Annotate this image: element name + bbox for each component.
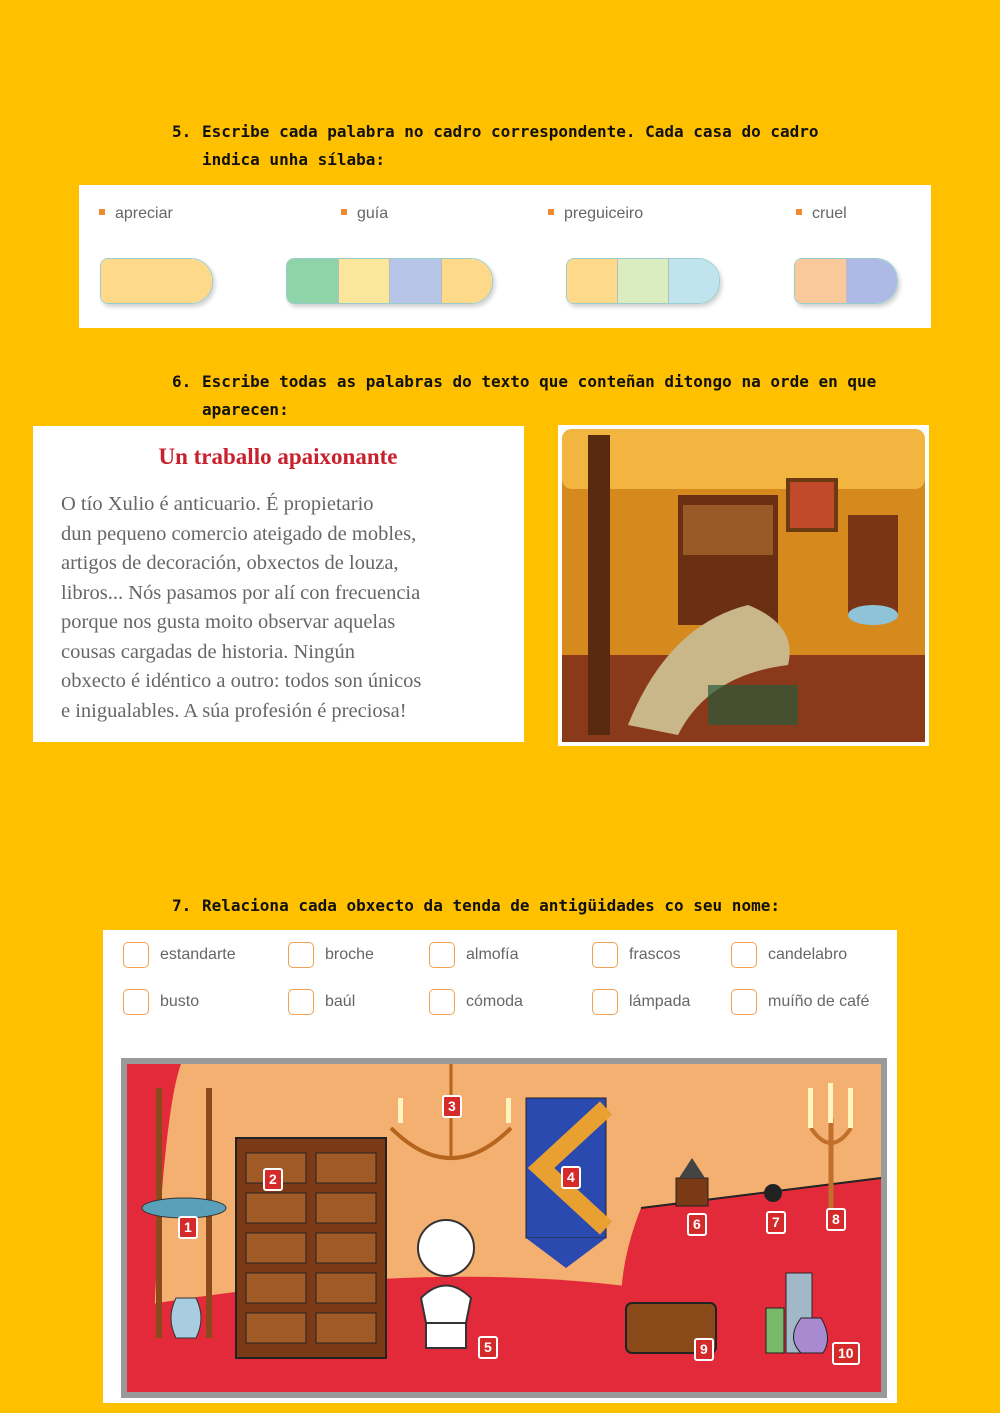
bullet-icon (548, 209, 554, 215)
answer-checkbox[interactable] (288, 989, 314, 1015)
matching-panel (103, 930, 897, 1403)
antique-shop-illustration (121, 1058, 887, 1398)
question-7 (172, 892, 872, 920)
antique-shop-photo (558, 425, 929, 746)
option-comoda[interactable]: cómoda (429, 989, 523, 1015)
reading-line: artigos de decoración, obxectos de louza, (61, 552, 399, 574)
answer-checkbox[interactable] (592, 989, 618, 1015)
option-baul[interactable]: baúl (288, 989, 355, 1015)
syllable-box-cruel[interactable] (794, 258, 898, 304)
option-lampada[interactable]: lámpada (592, 989, 690, 1015)
reading-title: Un traballo apaixonante (158, 444, 398, 469)
syllable-box-guia[interactable] (286, 258, 493, 304)
answer-checkbox[interactable] (288, 942, 314, 968)
q6-text-line1: Escribe todas as palabras do texto que conteñan ditongo na orde en que (202, 372, 877, 391)
reading-line: obxecto é idéntico a outro: todos son únicos (61, 670, 422, 692)
reading-panel (33, 426, 524, 742)
reading-line: O tío Xulio é anticuario. É propietario (61, 493, 374, 515)
option-muino-de-cafe[interactable]: muíño de café (731, 989, 869, 1015)
tag-8: 8 (826, 1208, 846, 1231)
word-guia: guía (341, 205, 388, 223)
q5-text-line2: indica unha sílaba: (202, 150, 386, 169)
q5-number: 5. (172, 122, 192, 141)
bullet-icon (796, 209, 802, 215)
option-broche[interactable]: broche (288, 942, 374, 968)
option-estandarte[interactable]: estandarte (123, 942, 236, 968)
tag-3: 3 (442, 1095, 462, 1118)
tag-1: 1 (178, 1216, 198, 1239)
answer-checkbox[interactable] (731, 989, 757, 1015)
reading-body (61, 490, 511, 726)
answer-checkbox[interactable] (123, 942, 149, 968)
q5-text-line1: Escribe cada palabra no cadro correspondente. Cada casa do cadro (202, 122, 819, 141)
q6-number: 6. (172, 372, 192, 391)
q6-text-line2: aparecen: (202, 400, 289, 419)
reading-line: porque nos gusta moito observar aquelas (61, 611, 396, 633)
reading-line: libros... Nós pasamos por alí con frecuencia (61, 581, 421, 604)
reading-line: cousas cargadas de historia. Ningún (61, 640, 355, 663)
tag-10: 10 (832, 1342, 860, 1365)
option-frascos[interactable]: frascos (592, 942, 681, 968)
answer-checkbox[interactable] (429, 989, 455, 1015)
tag-7: 7 (766, 1211, 786, 1234)
syllable-panel (79, 185, 931, 328)
reading-line: e inigualables. A súa profesión é preciosa! (61, 699, 407, 722)
option-busto[interactable]: busto (123, 989, 199, 1015)
option-almofia[interactable]: almofía (429, 942, 518, 968)
question-6 (172, 368, 892, 424)
question-5 (172, 118, 872, 174)
answer-checkbox[interactable] (429, 942, 455, 968)
answer-checkbox[interactable] (592, 942, 618, 968)
word-apreciar: apreciar (99, 205, 173, 223)
syllable-box-apreciar[interactable] (100, 258, 213, 304)
tag-2: 2 (263, 1168, 283, 1191)
q7-number: 7. (172, 896, 192, 915)
bullet-icon (99, 209, 105, 215)
tag-4: 4 (561, 1166, 581, 1189)
tag-6: 6 (687, 1213, 707, 1236)
word-cruel: cruel (796, 205, 847, 223)
syllable-box-preguiceiro[interactable] (566, 258, 720, 304)
q7-text-line1: Relaciona cada obxecto da tenda de antigüidades co seu nome: (202, 896, 780, 915)
option-candelabro[interactable]: candelabro (731, 942, 847, 968)
word-preguiceiro: preguiceiro (548, 205, 643, 223)
answer-checkbox[interactable] (123, 989, 149, 1015)
reading-line: dun pequeno comercio ateigado de mobles, (61, 522, 417, 545)
tag-5: 5 (478, 1336, 498, 1359)
answer-checkbox[interactable] (731, 942, 757, 968)
tag-9: 9 (694, 1338, 714, 1361)
bullet-icon (341, 209, 347, 215)
